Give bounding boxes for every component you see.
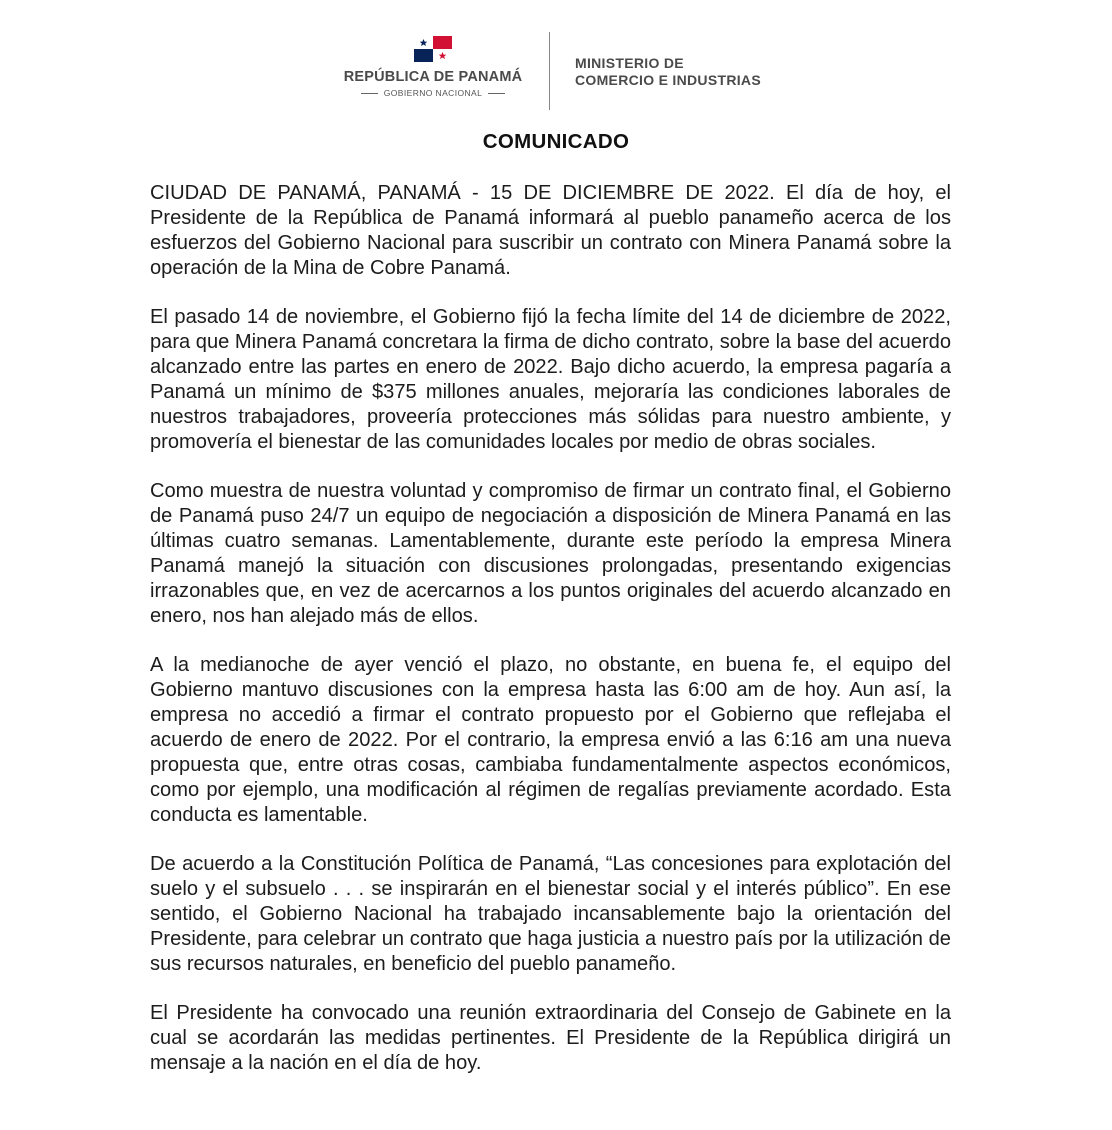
ministry-name (575, 55, 761, 89)
divider-line (488, 93, 505, 94)
header-divider (549, 32, 550, 110)
paragraph: Como muestra de nuestra voluntad y compromiso de firmar un contrato final, el Gobierno de Panamá puso 24/7 un equipo de negociación a disposición de Minera Panamá en las últimas cuatro semanas. Lamentablemente, durante este período la empresa Minera Panamá manejó la situación con discusiones prolongadas, presentando exigencias irrazonables que, en vez de acercarnos a los puntos originales del acuerdo alcanzado en enero, nos han alejado más de ellos. (150, 480, 951, 627)
paragraph: El pasado 14 de noviembre, el Gobierno fijó la fecha límite del 14 de diciembre de 2022, para que Minera Panamá concretara la firma de dicho contrato, sobre la base del acuerdo alcanzado entre las partes en enero de 2022. Bajo dicho acuerdo, la empresa pagaría a Panamá un mínimo de $375 millones anuales, mejoraría las condiciones laborales de nuestros trabajadores, proveería protecciones más sólidas para nuestro ambiente, y promovería el bienestar de las comunidades locales por medio de obras sociales. (150, 306, 951, 453)
republic-name: REPÚBLICA DE PANAMÁ (343, 69, 523, 85)
government-label: GOBIERNO NACIONAL (383, 88, 483, 98)
panama-flag-icon (414, 36, 452, 62)
paragraph: A la medianoche de ayer venció el plazo, no obstante, en buena fe, el equipo del Gobierno mantuvo discusiones con la empresa hasta las 6:00 am de hoy. Aun así, la empresa no accedió a firmar el contrato propuesto por el Gobierno que reflejaba el acuerdo de enero de 2022. Por el contrario, la empresa envió a las 6:16 am una nueva propuesta que, entre otras cosas, cambiaba fundamentalmente aspectos económicos, como por ejemplo, una modificación al régimen de regalías previamente acordado. Esta conducta es lamentable. (150, 654, 951, 826)
divider-line (361, 93, 378, 94)
paragraph: CIUDAD DE PANAMÁ, PANAMÁ - 15 DE DICIEMBRE DE 2022. El día de hoy, el Presidente de la República de Panamá informará al pueblo panameño acerca de los esfuerzos del Gobierno Nacional para suscribir un contrato con Minera Panamá sobre la operación de la Mina de Cobre Panamá. (150, 182, 951, 279)
paragraph: El Presidente ha convocado una reunión extraordinaria del Consejo de Gabinete en la cual se acordarán las medidas pertinentes. El Presidente de la República dirigirá un mensaje a la nación en el día de hoy. (150, 1002, 951, 1074)
letterhead (0, 30, 1112, 112)
republic-logo-block (330, 36, 536, 98)
paragraph: De acuerdo a la Constitución Política de Panamá, “Las concesiones para explotación del suelo y el subsuelo . . . se inspirarán en el bienestar social y el interés público”. En ese sentido, el Gobierno Nacional ha trabajado incansablemente bajo la orientación del Presidente, para celebrar un contrato que haga justicia a nuestro país por la utilización de sus recursos naturales, en beneficio del pueblo panameño. (150, 853, 951, 975)
ministry-line-2: COMERCIO E INDUSTRIAS (575, 72, 761, 88)
document-title: COMUNICADO (482, 130, 630, 153)
document-body (150, 181, 951, 1100)
ministry-line-1: MINISTERIO DE (575, 55, 684, 71)
government-label-row (330, 88, 536, 98)
